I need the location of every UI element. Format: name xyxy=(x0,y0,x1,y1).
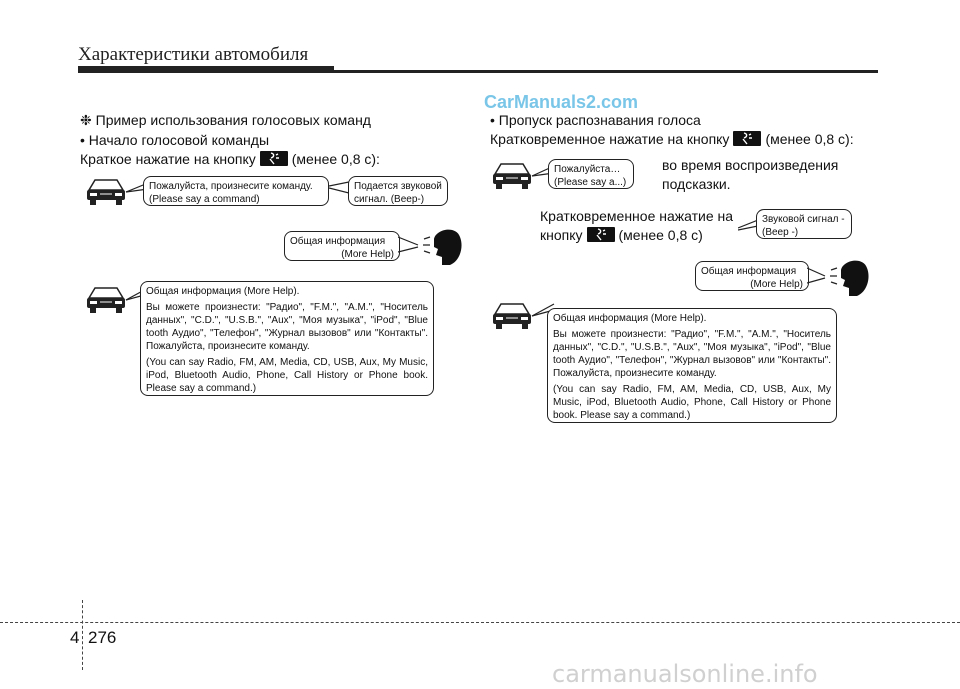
press-duration-mid: (менее 0,8 с) xyxy=(618,227,703,243)
help-bubble xyxy=(140,281,434,396)
voice-button-icon xyxy=(587,227,615,242)
watermark: CarManuals2.com xyxy=(484,92,639,112)
beep-bubble-right xyxy=(756,209,852,239)
voice-button-icon xyxy=(733,131,761,146)
beep-bubble-line2: сигнал. (Beep-) xyxy=(354,194,425,205)
chapter-number: 4 xyxy=(70,628,80,647)
user-speech-line1: Общая информация xyxy=(290,236,386,247)
beep-bubble-right-line1: Звуковой сигнал - xyxy=(762,214,845,225)
help-bubble-title: Общая информация (More Help). xyxy=(146,286,300,297)
speaking-person-icon xyxy=(398,225,468,267)
prompt-bubble-right-line1: Пожалуйста… xyxy=(554,164,621,175)
press-instruction-text: Краткое нажатие на кнопку xyxy=(80,151,256,167)
site-watermark: carmanualsonline.info xyxy=(552,660,818,688)
section-heading-text: Пример использования голосовых команд xyxy=(95,112,371,128)
prompt-text: подсказки. xyxy=(662,176,731,192)
prompt-bubble-right xyxy=(548,159,634,189)
user-speech-bubble-right xyxy=(695,261,809,291)
bubble-pointer xyxy=(329,180,349,196)
press-duration: (менее 0,8 с): xyxy=(291,151,380,167)
bubble-pointer xyxy=(738,214,758,232)
button-word: кнопку xyxy=(540,227,583,243)
help-bubble-en: (You can say Radio, FM, AM, Media, CD, USB, Aux, My Music, iPod, Bluetooth Audio, Phone, Call History or Phone book. Please say a command.) xyxy=(146,357,428,394)
page-header-title: Характеристики автомобиля xyxy=(78,44,309,65)
user-speech-right-line2: (More Help) xyxy=(750,279,803,290)
user-speech-bubble xyxy=(284,231,400,261)
beep-bubble-right-line2: (Beep -) xyxy=(762,227,799,238)
short-press-line2 xyxy=(540,226,703,244)
snowflake-icon: ❉ xyxy=(80,112,92,128)
prompt-bubble xyxy=(143,176,329,206)
user-speech-line2: (More Help) xyxy=(341,249,394,260)
press-duration-right: (менее 0,8 с): xyxy=(765,131,854,147)
footer-rule xyxy=(0,622,960,623)
bullet-start-voice: • Начало голосовой команды xyxy=(80,132,270,148)
during-playback-text: во время воспроизведения xyxy=(662,157,839,173)
beep-bubble-line1: Подается звуковой xyxy=(354,181,442,192)
section-heading xyxy=(80,111,371,129)
prompt-bubble-line2: (Please say a command) xyxy=(149,194,260,205)
help-bubble-right xyxy=(547,308,837,423)
help-bubble-right-en: (You can say Radio, FM, AM, Media, CD, USB, Aux, My Music, iPod, Bluetooth Audio, Phone, Call History or Phone book. Please say a command.) xyxy=(553,384,831,421)
press-instruction-right xyxy=(490,130,854,148)
header-rule-accent xyxy=(78,66,334,73)
prompt-bubble-line1: Пожалуйста, произнесите команду. xyxy=(149,181,313,192)
voice-button-icon xyxy=(260,151,288,166)
speaking-person-icon xyxy=(807,256,877,298)
page-number: 276 xyxy=(88,628,117,647)
user-speech-right-line1: Общая информация xyxy=(701,266,797,277)
short-press-text: Кратковременное нажатие на xyxy=(540,208,734,224)
help-bubble-right-title: Общая информация (More Help). xyxy=(553,313,707,324)
prompt-bubble-right-line2: (Please say a...) xyxy=(554,177,627,188)
help-bubble-right-ru: Вы можете произнести: "Радио", "F.M.", "A.M.", "Носитель данных", "C.D.", "U.S.B.", "Aux", "Моя музыка", "iPod", "Blue tooth Аудио", "Телефон", "Журнал вызовов" или "Контакты". Пожалуйста, произнесите команду. xyxy=(553,329,831,379)
help-bubble-ru: Вы можете произнести: "Радио", "F.M.", "A.M.", "Носитель данных", "C.D.", "U.S.B.", "Aux", "Моя музыка", "iPod", "Blue tooth Аудио", "Телефон", "Журнал вызовов" или "Контакты". Пожалуйста, произнесите команду. xyxy=(146,302,428,352)
press-instruction-right-text: Кратковременное нажатие на кнопку xyxy=(490,131,730,147)
press-instruction xyxy=(80,150,380,168)
footer-divider xyxy=(82,600,83,670)
beep-bubble xyxy=(348,176,448,206)
bullet-skip-voice: • Пропуск распознавания голоса xyxy=(490,112,701,128)
